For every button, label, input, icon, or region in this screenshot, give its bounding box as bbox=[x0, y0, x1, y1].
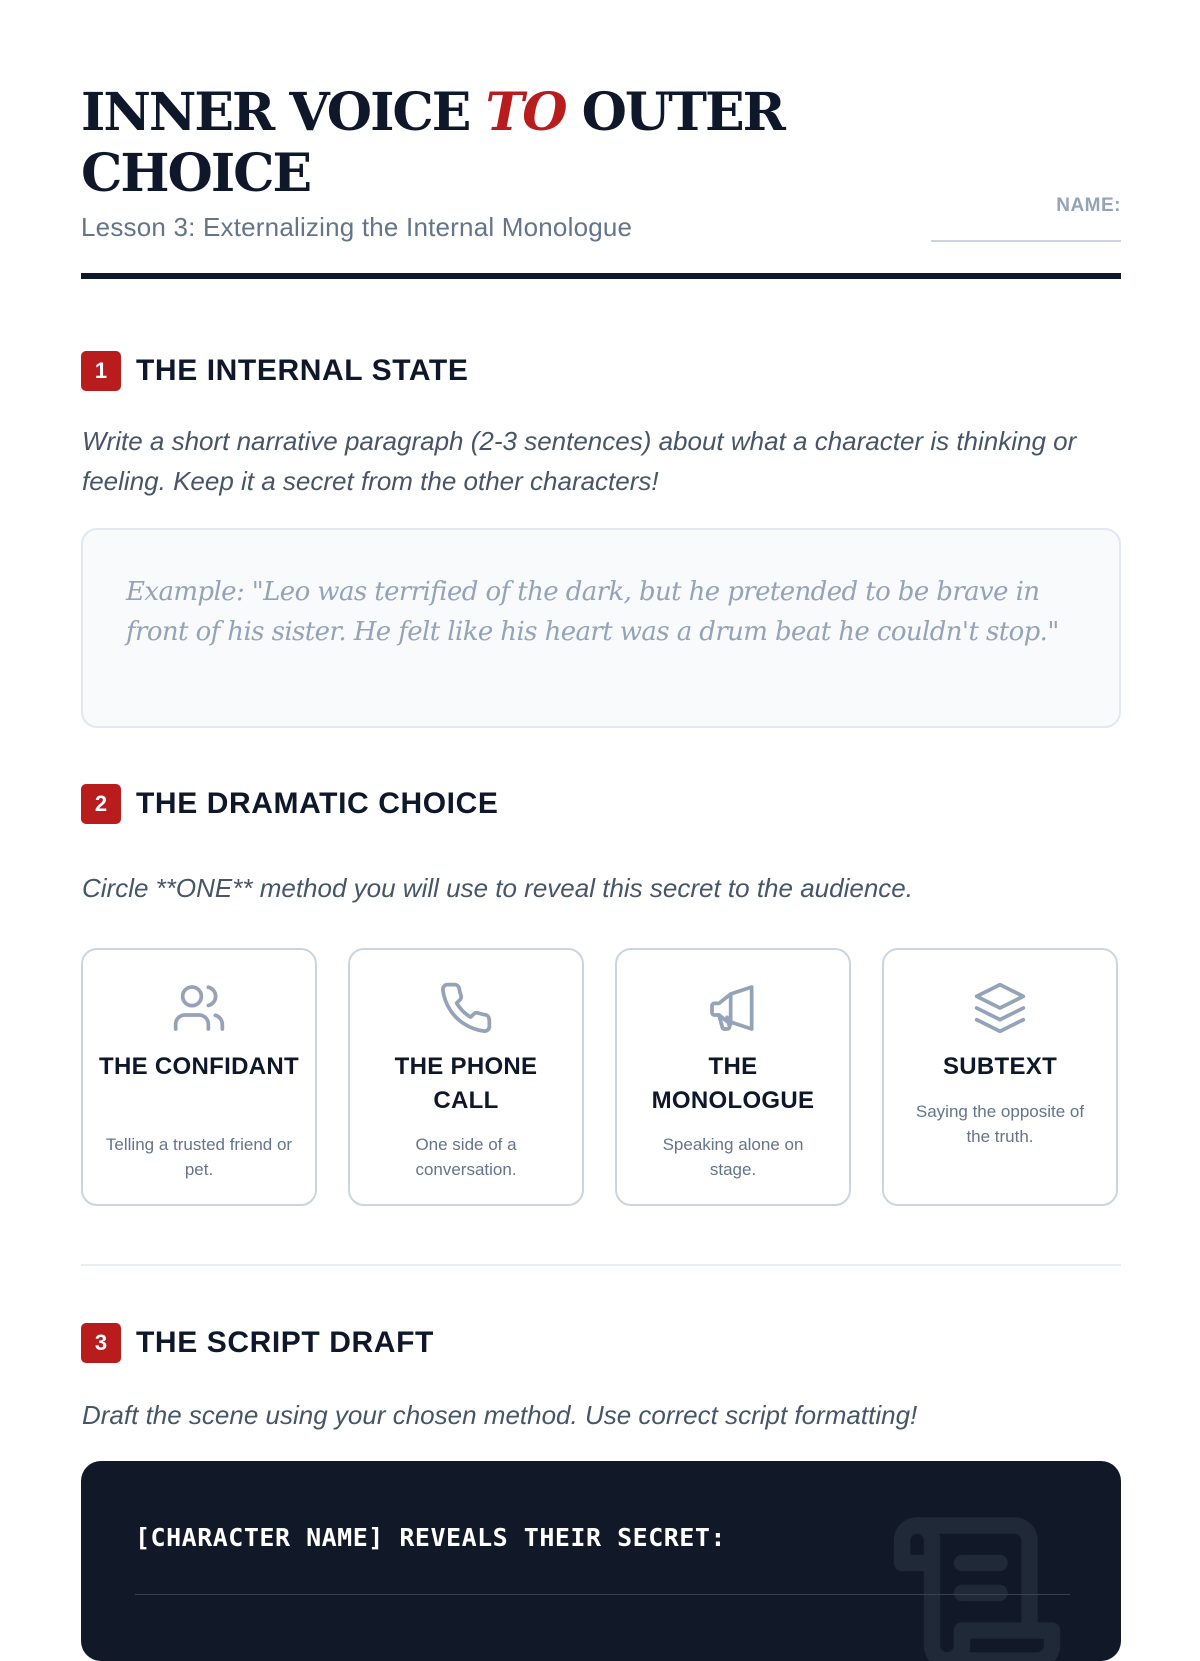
method-title: THE PHONE CALL bbox=[394, 1053, 538, 1114]
section-title: THE INTERNAL STATE bbox=[136, 354, 469, 387]
example-placeholder: Example: "Leo was terrified of the dark, but he pretended to be brave in front of his sister. He felt like his heart was a drum beat he couldn't stop." bbox=[126, 577, 1059, 647]
section-1-header bbox=[81, 351, 468, 391]
method-card-phone-call[interactable] bbox=[348, 948, 584, 1206]
layers-icon bbox=[884, 980, 1116, 1036]
title-part-2: OUTER CHOICE bbox=[81, 82, 784, 204]
section-3-instruction: Draft the scene using your chosen method. Use correct script formatting! bbox=[82, 1400, 918, 1430]
title-accent: TO bbox=[485, 82, 566, 143]
section-number-badge: 3 bbox=[81, 1323, 121, 1363]
method-title: SUBTEXT bbox=[942, 1053, 1058, 1080]
script-prompt-label: [CHARACTER NAME] REVEALS THEIR SECRET: bbox=[135, 1523, 726, 1552]
method-card-subtext[interactable] bbox=[882, 948, 1118, 1206]
users-icon bbox=[83, 980, 315, 1036]
method-description: Telling a trusted friend or pet. bbox=[105, 1135, 293, 1179]
method-options bbox=[81, 948, 1121, 1210]
section-number-badge: 1 bbox=[81, 351, 121, 391]
scroll-icon bbox=[887, 1503, 1067, 1661]
method-description: One side of a conversation. bbox=[415, 1135, 517, 1179]
section-1-instruction: Write a short narrative paragraph (2-3 sentences) about what a character is thinking or feeling. Keep it a secret from the other characters! bbox=[82, 426, 1077, 496]
method-title: THE CONFIDANT bbox=[99, 1053, 299, 1080]
megaphone-icon bbox=[617, 980, 849, 1036]
method-description: Speaking alone on stage. bbox=[662, 1135, 804, 1179]
section-number-badge: 2 bbox=[81, 784, 121, 824]
worksheet bbox=[81, 0, 1121, 1600]
section-2-instruction: Circle **ONE** method you will use to reveal this secret to the audience. bbox=[82, 873, 913, 903]
title-part-1: INNER VOICE bbox=[81, 82, 486, 143]
section-title: THE SCRIPT DRAFT bbox=[136, 1326, 434, 1359]
script-draft-area[interactable] bbox=[81, 1461, 1121, 1661]
header-divider bbox=[81, 273, 1121, 279]
method-title: THE MONOLOGUE bbox=[651, 1053, 815, 1114]
name-label: NAME: bbox=[1056, 195, 1121, 216]
section-divider bbox=[81, 1264, 1121, 1266]
section-3-header bbox=[81, 1323, 434, 1363]
section-title: THE DRAMATIC CHOICE bbox=[136, 787, 499, 820]
lesson-subtitle: Lesson 3: Externalizing the Internal Monologue bbox=[81, 212, 633, 242]
page-title bbox=[81, 82, 841, 204]
method-description: Saying the opposite of the truth. bbox=[915, 1102, 1085, 1146]
phone-icon bbox=[350, 980, 582, 1036]
script-writing-line[interactable] bbox=[135, 1594, 1070, 1595]
method-card-confidant[interactable] bbox=[81, 948, 317, 1206]
name-field[interactable] bbox=[931, 240, 1121, 242]
internal-state-writing-area[interactable] bbox=[81, 528, 1121, 728]
method-card-monologue[interactable] bbox=[615, 948, 851, 1206]
section-2-header bbox=[81, 784, 499, 824]
